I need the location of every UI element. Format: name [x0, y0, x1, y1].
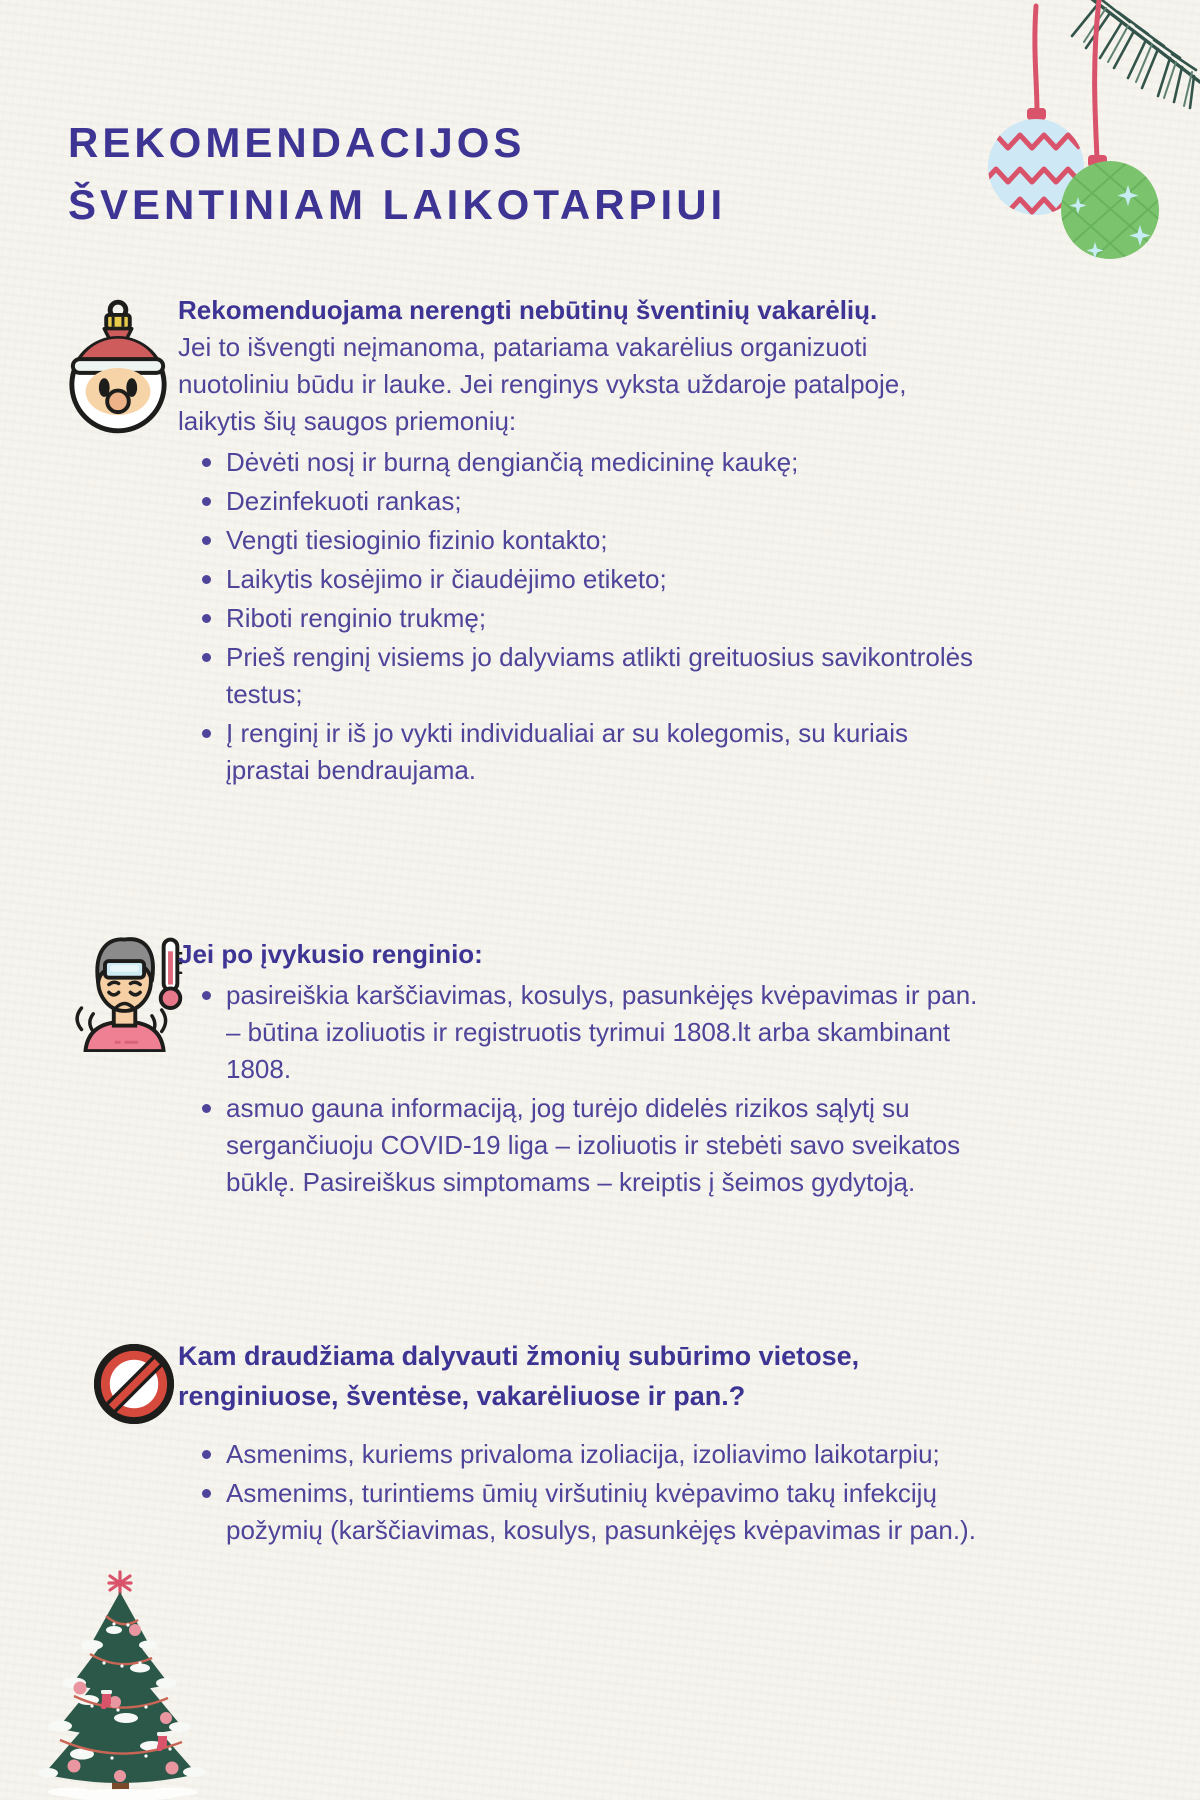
bullet-item: Vengti tiesioginio fizinio kontakto; [226, 522, 990, 559]
bullet-item: Riboti renginio trukmę; [226, 600, 990, 637]
bullet-item: Asmenims, turintiems ūmių viršutinių kvėpavimo takų infekcijų požymių (karščiavimas, kosulys, pasunkėjęs kvėpavimas ir pan.). [226, 1475, 990, 1549]
no-entry-icon [92, 1342, 176, 1426]
christmas-tree-decoration [22, 1568, 222, 1800]
section1-heading: Rekomenduojama nerengti nebūtinų šventinių vakarėlių. [178, 295, 878, 325]
section2-text [178, 936, 990, 1203]
bullet-item: Dezinfekuoti rankas; [226, 483, 990, 520]
section2-heading: Jei po įvykusio renginio: [178, 939, 483, 969]
section3-bullet-list [178, 1436, 990, 1549]
bullet-item: pasireiškia karščiavimas, kosulys, pasunkėjęs kvėpavimas ir pan. – būtina izoliuotis ir registruotis tyrimui 1808.lt arba skambinant 1808. [226, 977, 996, 1088]
section3-icon-slot [92, 1342, 176, 1431]
pine-branch-ornaments-decoration [840, 0, 1200, 270]
section3-text [178, 1336, 990, 1551]
section1-text [178, 292, 990, 791]
bullet-item: Į renginį ir iš jo vykti individualiai ar su kolegomis, su kuriais įprastai bendraujama. [226, 715, 990, 789]
section3-heading: Kam draudžiama dalyvauti žmonių subūrimo vietose, renginiuose, šventėse, vakarėliuose ir pan.? [178, 1341, 860, 1411]
section2-bullet-list [178, 977, 996, 1201]
section1-icon-slot [64, 296, 172, 441]
section2-icon-slot [60, 920, 192, 1057]
bullet-item: Asmenims, kuriems privaloma izoliacija, izoliavimo laikotarpiu; [226, 1436, 990, 1473]
page-title-line1: REKOMENDACIJOS [68, 119, 526, 166]
bullet-item: Prieš renginį visiems jo dalyviams atlikti greituosius savikontrolės testus; [226, 639, 990, 713]
page-title-line2: ŠVENTINIAM LAIKOTARPIUI [68, 181, 727, 228]
bullet-item: Laikytis kosėjimo ir čiaudėjimo etiketo; [226, 561, 990, 598]
santa-ornament-icon [64, 296, 172, 436]
sick-person-icon [60, 920, 192, 1052]
bullet-item: Dėvėti nosį ir burną dengiančią medicininę kaukę; [226, 444, 990, 481]
bullet-item: asmuo gauna informaciją, jog turėjo didelės rizikos sąlytį su sergančiuoju COVID-19 liga – izoliuotis ir stebėti savo sveikatos būklę. Pasireiškus simptomams – kreiptis į šeimos gydytoją. [226, 1090, 996, 1201]
section1-bullet-list [178, 444, 990, 789]
section1-intro: Jei to išvengti neįmanoma, patariama vakarėlius organizuoti nuotoliniu būdu ir lauke. Jei renginys vyksta uždaroje patalpoje, laikytis šių saugos priemonių: [178, 332, 907, 436]
page-title [68, 112, 726, 236]
